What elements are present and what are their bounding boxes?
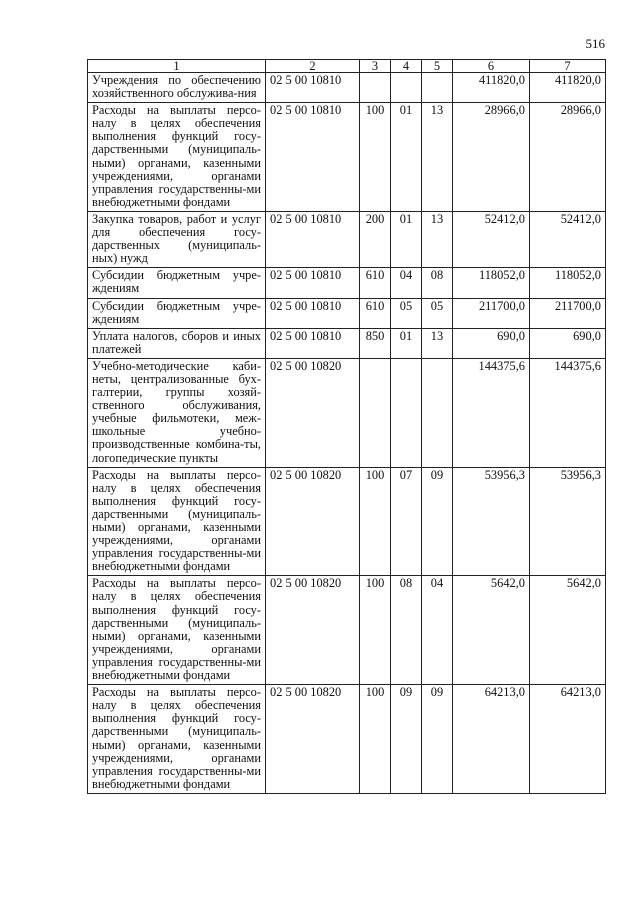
target-article-code-cell: 02 5 00 10810 (266, 211, 360, 267)
table-row (88, 268, 606, 298)
amount-cell-7: 690,0 (530, 328, 606, 358)
table-row (88, 103, 606, 212)
amount-cell-6: 5642,0 (453, 576, 530, 685)
page-number: 516 (585, 36, 605, 51)
subsection-cell: 09 (422, 467, 453, 576)
target-article-code-cell: 02 5 00 10810 (266, 328, 360, 358)
expense-type-cell (360, 358, 391, 467)
subsection-cell: 08 (422, 268, 453, 298)
amount-cell-6: 52412,0 (453, 211, 530, 267)
expense-name-cell: Расходы на выплаты персо-налу в целях обеспечения выполнения функций госу-дарственными (муниципаль-ными) органами, казенными учреждениями, органами управления государственны-ми внебюджетными фондами (88, 576, 266, 685)
target-article-code-cell: 02 5 00 10820 (266, 685, 360, 794)
section-cell: 09 (391, 685, 422, 794)
amount-cell-7: 211700,0 (530, 298, 606, 328)
amount-cell-7: 118052,0 (530, 268, 606, 298)
subsection-cell: 09 (422, 685, 453, 794)
amount-cell-6: 690,0 (453, 328, 530, 358)
section-cell: 08 (391, 576, 422, 685)
section-cell: 05 (391, 298, 422, 328)
section-cell: 07 (391, 467, 422, 576)
target-article-code-cell: 02 5 00 10820 (266, 576, 360, 685)
table-body (88, 73, 606, 794)
subsection-cell (422, 358, 453, 467)
target-article-code-cell: 02 5 00 10810 (266, 103, 360, 212)
column-header: 1 (88, 60, 266, 73)
amount-cell-6: 53956,3 (453, 467, 530, 576)
expense-name-cell: Закупка товаров, работ и услуг для обеспечения госу-дарственных (муниципаль-ных) нужд (88, 211, 266, 267)
target-article-code-cell: 02 5 00 10820 (266, 467, 360, 576)
column-header: 2 (266, 60, 360, 73)
amount-cell-6: 28966,0 (453, 103, 530, 212)
subsection-cell (422, 73, 453, 103)
section-cell: 01 (391, 328, 422, 358)
expense-name-cell: Субсидии бюджетным учре-ждениям (88, 268, 266, 298)
amount-cell-7: 144375,6 (530, 358, 606, 467)
subsection-cell: 13 (422, 328, 453, 358)
table-row (88, 685, 606, 794)
target-article-code-cell: 02 5 00 10820 (266, 358, 360, 467)
amount-cell-7: 5642,0 (530, 576, 606, 685)
amount-cell-7: 52412,0 (530, 211, 606, 267)
target-article-code-cell: 02 5 00 10810 (266, 73, 360, 103)
amount-cell-6: 118052,0 (453, 268, 530, 298)
expense-name-cell: Субсидии бюджетным учре-ждениям (88, 298, 266, 328)
subsection-cell: 05 (422, 298, 453, 328)
column-header: 5 (422, 60, 453, 73)
expense-name-cell: Учебно-методические каби-неты, централизованные бух-галтерии, группы хозяй-ственного обслуживания, учебные фильмотеки, меж-школьные учебно-производственные комбина-ты, логопедические пункты (88, 358, 266, 467)
expense-type-cell (360, 73, 391, 103)
section-cell: 04 (391, 268, 422, 298)
expense-name-cell: Уплата налогов, сборов и иных платежей (88, 328, 266, 358)
subsection-cell: 13 (422, 211, 453, 267)
section-cell (391, 358, 422, 467)
amount-cell-6: 411820,0 (453, 73, 530, 103)
expense-name-cell: Расходы на выплаты персо-налу в целях обеспечения выполнения функций госу-дарственными (муниципаль-ными) органами, казенными учреждениями, органами управления государственны-ми внебюджетными фондами (88, 685, 266, 794)
table-row (88, 211, 606, 267)
table-row (88, 467, 606, 576)
table-row (88, 298, 606, 328)
expense-name-cell: Расходы на выплаты персо-налу в целях обеспечения выполнения функций госу-дарственными (муниципаль-ными) органами, казенными учреждениями, органами управления государственны-ми внебюджетными фондами (88, 103, 266, 212)
column-header: 4 (391, 60, 422, 73)
expense-type-cell: 100 (360, 467, 391, 576)
target-article-code-cell: 02 5 00 10810 (266, 268, 360, 298)
amount-cell-6: 211700,0 (453, 298, 530, 328)
table-header-row (88, 60, 606, 73)
expense-type-cell: 610 (360, 298, 391, 328)
section-cell: 01 (391, 103, 422, 212)
amount-cell-6: 64213,0 (453, 685, 530, 794)
budget-table (87, 59, 606, 794)
amount-cell-7: 64213,0 (530, 685, 606, 794)
expense-type-cell: 100 (360, 576, 391, 685)
subsection-cell: 04 (422, 576, 453, 685)
expense-type-cell: 100 (360, 103, 391, 212)
expense-type-cell: 100 (360, 685, 391, 794)
subsection-cell: 13 (422, 103, 453, 212)
table-row (88, 576, 606, 685)
expense-name-cell: Расходы на выплаты персо-налу в целях обеспечения выполнения функций госу-дарственными (муниципаль-ными) органами, казенными учреждениями, органами управления государственны-ми внебюджетными фондами (88, 467, 266, 576)
amount-cell-7: 53956,3 (530, 467, 606, 576)
amount-cell-6: 144375,6 (453, 358, 530, 467)
amount-cell-7: 28966,0 (530, 103, 606, 212)
column-header: 7 (530, 60, 606, 73)
table-row (88, 328, 606, 358)
section-cell (391, 73, 422, 103)
column-header: 3 (360, 60, 391, 73)
section-cell: 01 (391, 211, 422, 267)
target-article-code-cell: 02 5 00 10810 (266, 298, 360, 328)
column-header: 6 (453, 60, 530, 73)
expense-type-cell: 200 (360, 211, 391, 267)
expense-type-cell: 850 (360, 328, 391, 358)
table-row (88, 358, 606, 467)
expense-type-cell: 610 (360, 268, 391, 298)
table-row (88, 73, 606, 103)
amount-cell-7: 411820,0 (530, 73, 606, 103)
expense-name-cell: Учреждения по обеспечению хозяйственного обслужива-ния (88, 73, 266, 103)
